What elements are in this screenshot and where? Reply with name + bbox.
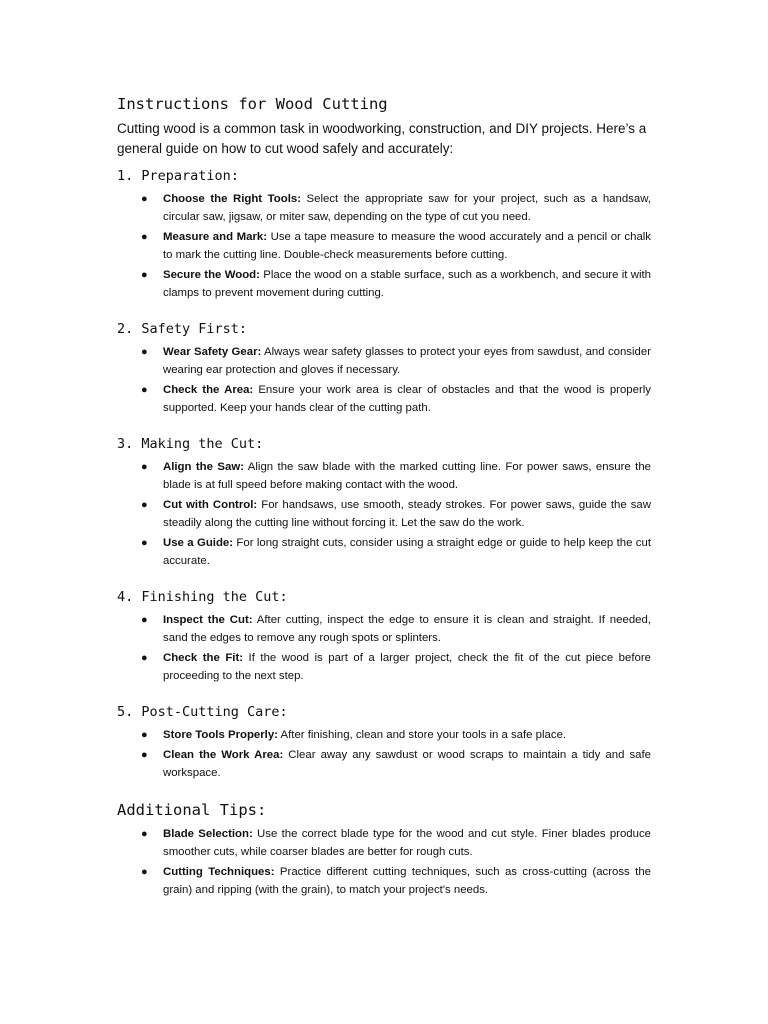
- section-finishing: [117, 586, 651, 685]
- bullet-icon: ●: [141, 749, 148, 761]
- item-text: Use a tape measure to measure the wood accurately and a pencil or chalk to mark the cutting line. Double-check measurements before cutting.: [163, 231, 652, 261]
- list-item: [117, 496, 651, 532]
- item-text: Clear away any sawdust or wood scraps to maintain a tidy and safe workspace.: [163, 749, 651, 779]
- item-label: Check the Area:: [163, 384, 254, 396]
- section-safety: [117, 318, 651, 417]
- section-post-cutting: [117, 701, 651, 782]
- bullet-icon: ●: [141, 231, 148, 243]
- list-item: [117, 863, 651, 899]
- bullet-list: [117, 726, 651, 782]
- item-label: Inspect the Cut:: [163, 614, 253, 626]
- section-heading: 4. Finishing the Cut:: [117, 589, 288, 605]
- bullet-list: [117, 458, 651, 570]
- section-additional-tips: [117, 798, 651, 899]
- section-making-cut: [117, 433, 651, 570]
- bullet-list: [117, 611, 651, 685]
- item-label: Cut with Control:: [163, 499, 258, 511]
- section-heading: 2. Safety First:: [117, 321, 248, 337]
- item-text: For long straight cuts, consider using a straight edge or guide to help keep the cut accurate.: [163, 537, 651, 567]
- item-label: Choose the Right Tools:: [163, 193, 301, 205]
- list-item: [117, 726, 651, 744]
- item-label: Align the Saw:: [163, 461, 244, 473]
- bullet-list: [117, 343, 651, 417]
- section-preparation: [117, 165, 651, 302]
- item-text: If the wood is part of a larger project, check the fit of the cut piece before proceeding to the next step.: [163, 652, 651, 682]
- bullet-icon: ●: [141, 866, 148, 878]
- list-item: [117, 228, 651, 264]
- item-text: Align the saw blade with the marked cutting line. For power saws, ensure the blade is at full speed before making contact with the wood.: [163, 461, 651, 491]
- bullet-list: [117, 190, 651, 302]
- bullet-icon: ●: [141, 537, 148, 549]
- intro-paragraph: Cutting wood is a common task in woodworking, construction, and DIY projects. Here’s a general guide on how to cut wood safely and accurately:: [117, 121, 647, 156]
- section-heading: 1. Preparation:: [117, 168, 239, 184]
- list-item: [117, 381, 651, 417]
- list-item: [117, 825, 651, 861]
- document-title: Instructions for Wood Cutting: [117, 95, 388, 113]
- bullet-icon: ●: [141, 461, 148, 473]
- bullet-icon: ●: [141, 193, 148, 205]
- item-label: Measure and Mark:: [163, 231, 268, 243]
- item-text: Practice different cutting techniques, such as cross-cutting (across the grain) and ripping (with the grain), to match your project's needs.: [163, 866, 651, 896]
- item-text: Select the appropriate saw for your project, such as a handsaw, circular saw, jigsaw, or miter saw, depending on the type of cut you need.: [163, 193, 651, 223]
- item-text: For handsaws, use smooth, steady strokes. For power saws, guide the saw steadily along the cutting line without forcing it. Let the saw do the work.: [163, 499, 651, 529]
- item-text: Ensure your work area is clear of obstacles and that the wood is properly supported. Keep your hands clear of the cutting path.: [163, 384, 651, 414]
- bullet-list: [117, 825, 651, 899]
- item-label: Check the Fit:: [163, 652, 244, 664]
- bullet-icon: ●: [141, 384, 148, 396]
- list-item: [117, 746, 651, 782]
- item-label: Use a Guide:: [163, 537, 234, 549]
- item-label: Blade Selection:: [163, 828, 253, 840]
- document-content: [117, 92, 651, 915]
- list-item: [117, 266, 651, 302]
- item-text: After cutting, inspect the edge to ensure it is clean and straight. If needed, sand the edges to remove any rough spots or splinters.: [163, 614, 651, 644]
- bullet-icon: ●: [141, 614, 148, 626]
- list-item: [117, 534, 651, 570]
- bullet-icon: ●: [141, 828, 148, 840]
- bullet-icon: ●: [141, 652, 148, 664]
- item-text: Use the correct blade type for the wood and cut style. Finer blades produce smoother cuts, while coarser blades are better for rough cuts.: [163, 828, 651, 858]
- section-heading: 3. Making the Cut:: [117, 436, 264, 452]
- list-item: [117, 190, 651, 226]
- bullet-icon: ●: [141, 269, 148, 281]
- section-heading: Additional Tips:: [117, 801, 267, 819]
- item-text: Place the wood on a stable surface, such as a workbench, and secure it with clamps to prevent movement during cutting.: [163, 269, 651, 299]
- bullet-icon: ●: [141, 346, 148, 358]
- item-text: After finishing, clean and store your tools in a safe place.: [277, 729, 567, 741]
- item-label: Secure the Wood:: [163, 269, 260, 281]
- item-label: Wear Safety Gear:: [163, 346, 262, 358]
- bullet-icon: ●: [141, 499, 148, 511]
- item-text: Always wear safety glasses to protect your eyes from sawdust, and consider wearing ear protection and gloves if necessary.: [163, 346, 651, 376]
- item-label: Clean the Work Area:: [163, 749, 284, 761]
- bullet-icon: ●: [141, 729, 148, 741]
- list-item: [117, 611, 651, 647]
- list-item: [117, 649, 651, 685]
- list-item: [117, 343, 651, 379]
- item-label: Cutting Techniques:: [163, 866, 275, 878]
- list-item: [117, 458, 651, 494]
- section-heading: 5. Post-Cutting Care:: [117, 704, 288, 720]
- item-label: Store Tools Properly:: [163, 729, 278, 741]
